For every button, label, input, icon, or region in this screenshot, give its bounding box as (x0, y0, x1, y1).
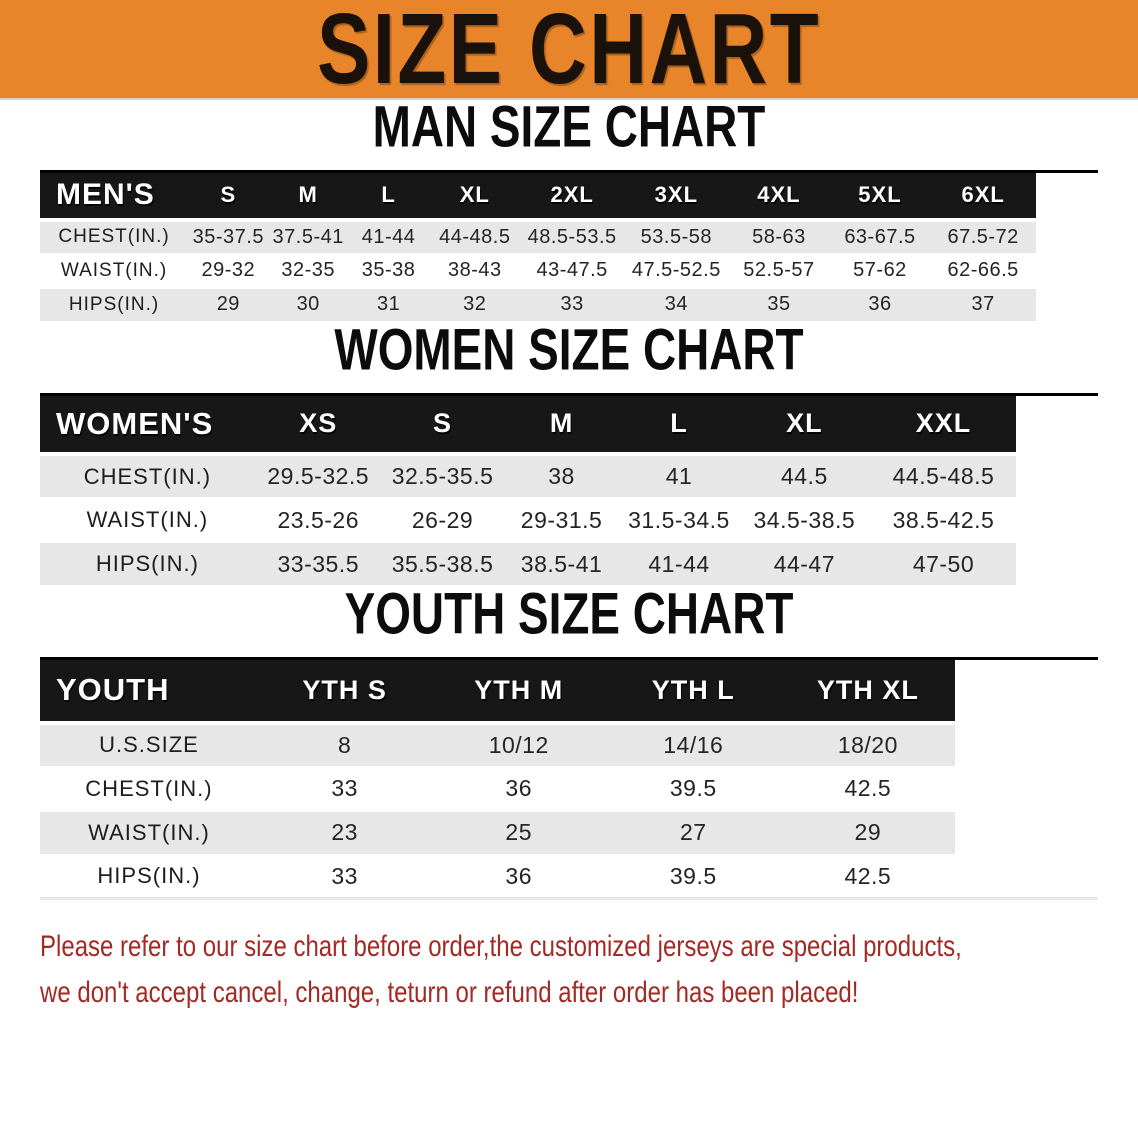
size-value-cell: 38.5-42.5 (892, 506, 995, 533)
row-label: HIPS(IN.) (97, 863, 201, 889)
women-heading (0, 317, 1138, 382)
size-column-header: S (220, 182, 237, 208)
size-value-cell: 31 (376, 293, 401, 315)
men-heading-text: MAN SIZE CHART (372, 94, 766, 160)
size-value-cell: 37 (971, 293, 995, 315)
size-column-header: S (433, 408, 453, 439)
size-column-header: YTH XL (816, 674, 919, 705)
size-column-header: XL (786, 408, 823, 439)
size-value-cell: 32-35 (281, 259, 336, 281)
table-corner-label: YOUTH (56, 672, 170, 708)
measurement-row (40, 542, 1098, 586)
size-value-cell: 26-29 (411, 506, 474, 533)
size-value-cell: 23 (331, 819, 358, 845)
size-value-cell: 29 (854, 819, 882, 845)
size-column-header: XL (459, 182, 490, 208)
disclaimer-line-2-wrap (40, 972, 1098, 1018)
youth-heading (0, 581, 1138, 647)
size-value-cell: 63-67.5 (844, 225, 916, 248)
size-value-cell: 36 (868, 293, 892, 315)
size-value-cell: 29-31.5 (520, 506, 603, 533)
row-label: HIPS(IN.) (68, 293, 160, 315)
row-label: CHEST(IN.) (58, 226, 170, 247)
measurement-row (40, 811, 1098, 855)
size-column-header: YTH M (474, 674, 564, 705)
size-value-cell: 38-43 (447, 259, 502, 281)
size-value-cell: 34.5-38.5 (753, 506, 856, 533)
size-value-cell: 47-50 (912, 550, 975, 577)
size-value-cell: 33-35.5 (277, 550, 359, 577)
size-value-cell: 33 (560, 293, 584, 315)
women-section (0, 317, 1138, 588)
size-value-cell: 58-63 (752, 225, 806, 248)
size-value-cell: 30 (296, 293, 320, 315)
size-column-header: 2XL (550, 182, 594, 208)
youth-size-table (40, 657, 1098, 900)
size-column-header: XS (299, 408, 338, 439)
size-value-cell: 42.5 (844, 775, 892, 801)
row-label: WAIST(IN.) (88, 819, 210, 845)
size-value-cell: 39.5 (669, 862, 717, 889)
row-label: CHEST(IN.) (85, 775, 213, 801)
size-value-cell: 35-38 (361, 259, 416, 281)
table-header-row (40, 172, 1098, 220)
size-value-cell: 35.5-38.5 (391, 550, 494, 577)
measurement-row (40, 220, 1098, 254)
size-value-cell: 8 (338, 731, 352, 758)
size-value-cell: 25 (505, 819, 533, 845)
women-heading-text: WOMEN SIZE CHART (334, 317, 804, 382)
table-header-row (40, 394, 1098, 454)
size-column-header: L (670, 408, 688, 439)
size-column-header: 6XL (961, 182, 1005, 208)
measurement-row (40, 254, 1098, 288)
row-label: HIPS(IN.) (95, 551, 199, 576)
size-column-header: 5XL (858, 182, 902, 208)
size-value-cell: 41-44 (648, 550, 710, 577)
size-value-cell: 35-37.5 (192, 225, 264, 248)
size-value-cell: 39.5 (669, 775, 717, 801)
row-label: CHEST(IN.) (83, 463, 212, 489)
size-value-cell: 67.5-72 (947, 225, 1019, 248)
size-value-cell: 41 (665, 463, 693, 489)
measurement-row (40, 855, 1098, 899)
men-section (0, 94, 1138, 323)
measurement-row (40, 498, 1098, 542)
size-value-cell: 44.5-48.5 (892, 463, 995, 489)
size-value-cell: 44-48.5 (439, 225, 511, 248)
men-size-table (40, 170, 1098, 323)
size-value-cell: 29-32 (201, 259, 256, 281)
size-value-cell: 44-47 (773, 550, 836, 577)
table-corner-label: MEN'S (56, 178, 155, 212)
size-value-cell: 34 (664, 293, 688, 315)
size-value-cell: 32.5-35.5 (391, 463, 494, 489)
size-value-cell: 52.5-57 (743, 259, 815, 281)
size-value-cell: 31.5-34.5 (628, 506, 730, 533)
size-value-cell: 57-62 (853, 259, 907, 281)
size-column-header: L (381, 182, 396, 208)
size-column-header: XXL (915, 408, 972, 439)
row-label: WAIST(IN.) (86, 507, 209, 532)
size-value-cell: 41-44 (361, 225, 416, 248)
table-corner-label: WOMEN'S (56, 405, 214, 441)
size-value-cell: 32 (463, 293, 487, 315)
size-value-cell: 43-47.5 (536, 259, 608, 281)
disclaimer-line-1-wrap (40, 926, 1098, 972)
size-value-cell: 29 (216, 293, 240, 315)
disclaimer-line-1: Please refer to our size chart before order,the customized jerseys are special products, (40, 930, 962, 963)
size-value-cell: 36 (505, 775, 533, 801)
size-value-cell: 23.5-26 (277, 506, 359, 533)
disclaimer-line-2: we don't accept cancel, change, teturn or refund after order has been placed! (40, 976, 859, 1009)
row-label: WAIST(IN.) (60, 259, 168, 281)
banner-title: SIZE CHART (317, 0, 821, 105)
size-value-cell: 27 (679, 819, 707, 845)
size-value-cell: 33 (331, 775, 358, 801)
size-column-header: M (298, 182, 318, 208)
size-value-cell: 29.5-32.5 (267, 463, 370, 489)
size-value-cell: 18/20 (837, 731, 898, 758)
size-column-header: YTH L (651, 674, 735, 705)
women-size-table (40, 393, 1098, 588)
size-value-cell: 44.5 (780, 463, 828, 489)
size-column-header: YTH S (302, 674, 387, 705)
size-value-cell: 38 (548, 463, 575, 489)
size-column-header: M (549, 408, 574, 439)
size-value-cell: 38.5-41 (520, 550, 603, 577)
measurement-row (40, 767, 1098, 811)
size-value-cell: 48.5-53.5 (527, 225, 617, 248)
row-label: U.S.SIZE (99, 732, 199, 757)
measurement-row (40, 288, 1098, 322)
youth-heading-text: YOUTH SIZE CHART (344, 581, 794, 647)
banner (0, 0, 1138, 105)
size-value-cell: 37.5-41 (272, 225, 344, 248)
disclaimer (40, 926, 1098, 1018)
size-value-cell: 35 (767, 293, 791, 315)
youth-section (0, 581, 1138, 900)
size-value-cell: 47.5-52.5 (631, 259, 721, 281)
table-header-row (40, 659, 1098, 723)
size-value-cell: 53.5-58 (640, 225, 712, 248)
size-value-cell: 62-66.5 (947, 259, 1019, 281)
size-value-cell: 14/16 (663, 731, 724, 758)
measurement-row (40, 723, 1098, 767)
men-heading (0, 94, 1138, 160)
size-value-cell: 36 (505, 862, 533, 889)
size-value-cell: 33 (331, 862, 358, 889)
measurement-row (40, 454, 1098, 498)
size-column-header: 4XL (757, 182, 801, 208)
size-value-cell: 42.5 (844, 862, 892, 889)
size-value-cell: 10/12 (488, 731, 549, 758)
size-column-header: 3XL (654, 182, 699, 208)
